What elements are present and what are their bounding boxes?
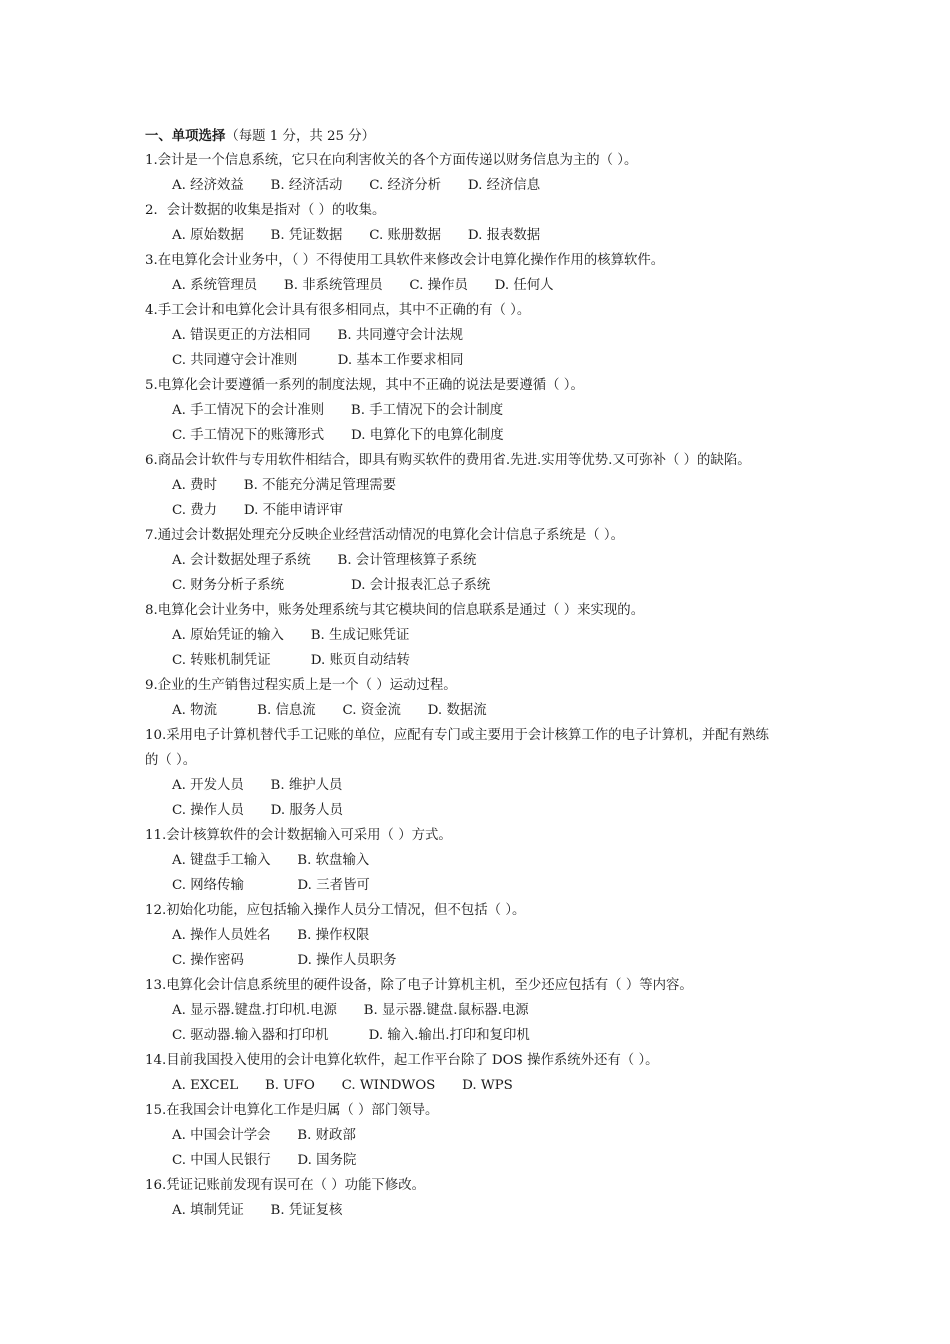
option-line: C. 财务分析子系统 D. 会计报表汇总子系统 xyxy=(172,578,491,593)
question-text: 9.企业的生产销售过程实质上是一个（ ）运动过程。 xyxy=(145,678,457,693)
option-line: A. 物流 B. 信息流 C. 资金流 D. 数据流 xyxy=(172,703,487,718)
section-scoring: （每题 1 分，共 25 分） xyxy=(225,129,376,144)
question-text: 10.采用电子计算机替代手工记账的单位，应配有专门或主要用于会计核算工作的电子计算机，并配有熟练 xyxy=(145,728,769,743)
question-text: 2．会计数据的收集是指对（ ）的收集。 xyxy=(145,203,386,218)
option-line: C. 操作人员 D. 服务人员 xyxy=(172,803,343,818)
option-line: A. EXCEL B. UFO C. WINDWOS D. WPS xyxy=(172,1078,513,1093)
option-line: A. 经济效益 B. 经济活动 C. 经济分析 D. 经济信息 xyxy=(172,178,541,193)
question-text: 4.手工会计和电算化会计具有很多相同点，其中不正确的有（ ）。 xyxy=(145,303,531,318)
option-line: A. 操作人员姓名 B. 操作权限 xyxy=(172,928,370,943)
option-line: C. 中国人民银行 D. 国务院 xyxy=(172,1153,357,1168)
section-heading xyxy=(145,127,375,146)
option-line: A. 费时 B. 不能充分满足管理需要 xyxy=(172,478,397,493)
question-text: 13.电算化会计信息系统里的硬件设备，除了电子计算机主机，至少还应包括有（ ）等内容。 xyxy=(145,978,693,993)
option-line: C. 手工情况下的账簿形式 D. 电算化下的电算化制度 xyxy=(172,428,504,443)
question-text: 5.电算化会计要遵循一系列的制度法规，其中不正确的说法是要遵循（ ）。 xyxy=(145,378,584,393)
question-text: 7.通过会计数据处理充分反映企业经营活动情况的电算化会计信息子系统是（ ）。 xyxy=(145,528,625,543)
option-line: A. 填制凭证 B. 凭证复核 xyxy=(172,1203,343,1218)
option-line: C. 费力 D. 不能申请评审 xyxy=(172,503,343,518)
option-line: A. 原始凭证的输入 B. 生成记账凭证 xyxy=(172,628,410,643)
question-text: 3.在电算化会计业务中，（ ）不得使用工具软件来修改会计电算化操作作用的核算软件。 xyxy=(145,253,665,268)
option-line: A. 显示器.键盘.打印机.电源 B. 显示器.键盘.鼠标器.电源 xyxy=(172,1003,529,1018)
question-text: 16.凭证记账前发现有误可在（ ）功能下修改。 xyxy=(145,1178,425,1193)
option-line: A. 中国会计学会 B. 财政部 xyxy=(172,1128,356,1143)
option-line: A. 原始数据 B. 凭证数据 C. 账册数据 D. 报表数据 xyxy=(172,228,541,243)
section-title: 一、单项选择 xyxy=(145,128,226,144)
option-line: A. 手工情况下的会计准则 B. 手工情况下的会计制度 xyxy=(172,403,504,418)
option-line: A. 开发人员 B. 维护人员 xyxy=(172,778,343,793)
question-text: 11.会计核算软件的会计数据输入可采用（ ）方式。 xyxy=(145,828,452,843)
question-text: 15.在我国会计电算化工作是归属（ ）部门领导。 xyxy=(145,1103,439,1118)
option-line: A. 会计数据处理子系统 B. 会计管理核算子系统 xyxy=(172,553,477,568)
option-line: C. 驱动器.输入器和打印机 D. 输入.输出.打印和复印机 xyxy=(172,1028,530,1043)
question-text-continued: 的（ ）。 xyxy=(145,753,197,768)
option-line: C. 网络传输 D. 三者皆可 xyxy=(172,878,370,893)
option-line: C. 转账机制凭证 D. 账页自动结转 xyxy=(172,653,410,668)
question-text: 14.目前我国投入使用的会计电算化软件，起工作平台除了 DOS 操作系统外还有（ ）。 xyxy=(145,1053,659,1068)
option-line: A. 键盘手工输入 B. 软盘输入 xyxy=(172,853,370,868)
question-text: 6.商品会计软件与专用软件相结合，即具有购买软件的费用省.先进.实用等优势.又可弥补（ ）的缺陷。 xyxy=(145,453,751,468)
option-line: C. 共同遵守会计准则 D. 基本工作要求相同 xyxy=(172,353,464,368)
question-text: 8.电算化会计业务中，账务处理系统与其它模块间的信息联系是通过（ ）来实现的。 xyxy=(145,603,645,618)
option-line: A. 错误更正的方法相同 B. 共同遵守会计法规 xyxy=(172,328,463,343)
question-text: 1.会计是一个信息系统，它只在向利害攸关的各个方面传递以财务信息为主的（ ）。 xyxy=(145,153,638,168)
option-line: C. 操作密码 D. 操作人员职务 xyxy=(172,953,397,968)
option-line: A. 系统管理员 B. 非系统管理员 C. 操作员 D. 任何人 xyxy=(172,278,554,293)
question-text: 12.初始化功能，应包括输入操作人员分工情况，但不包括（ ）。 xyxy=(145,903,526,918)
